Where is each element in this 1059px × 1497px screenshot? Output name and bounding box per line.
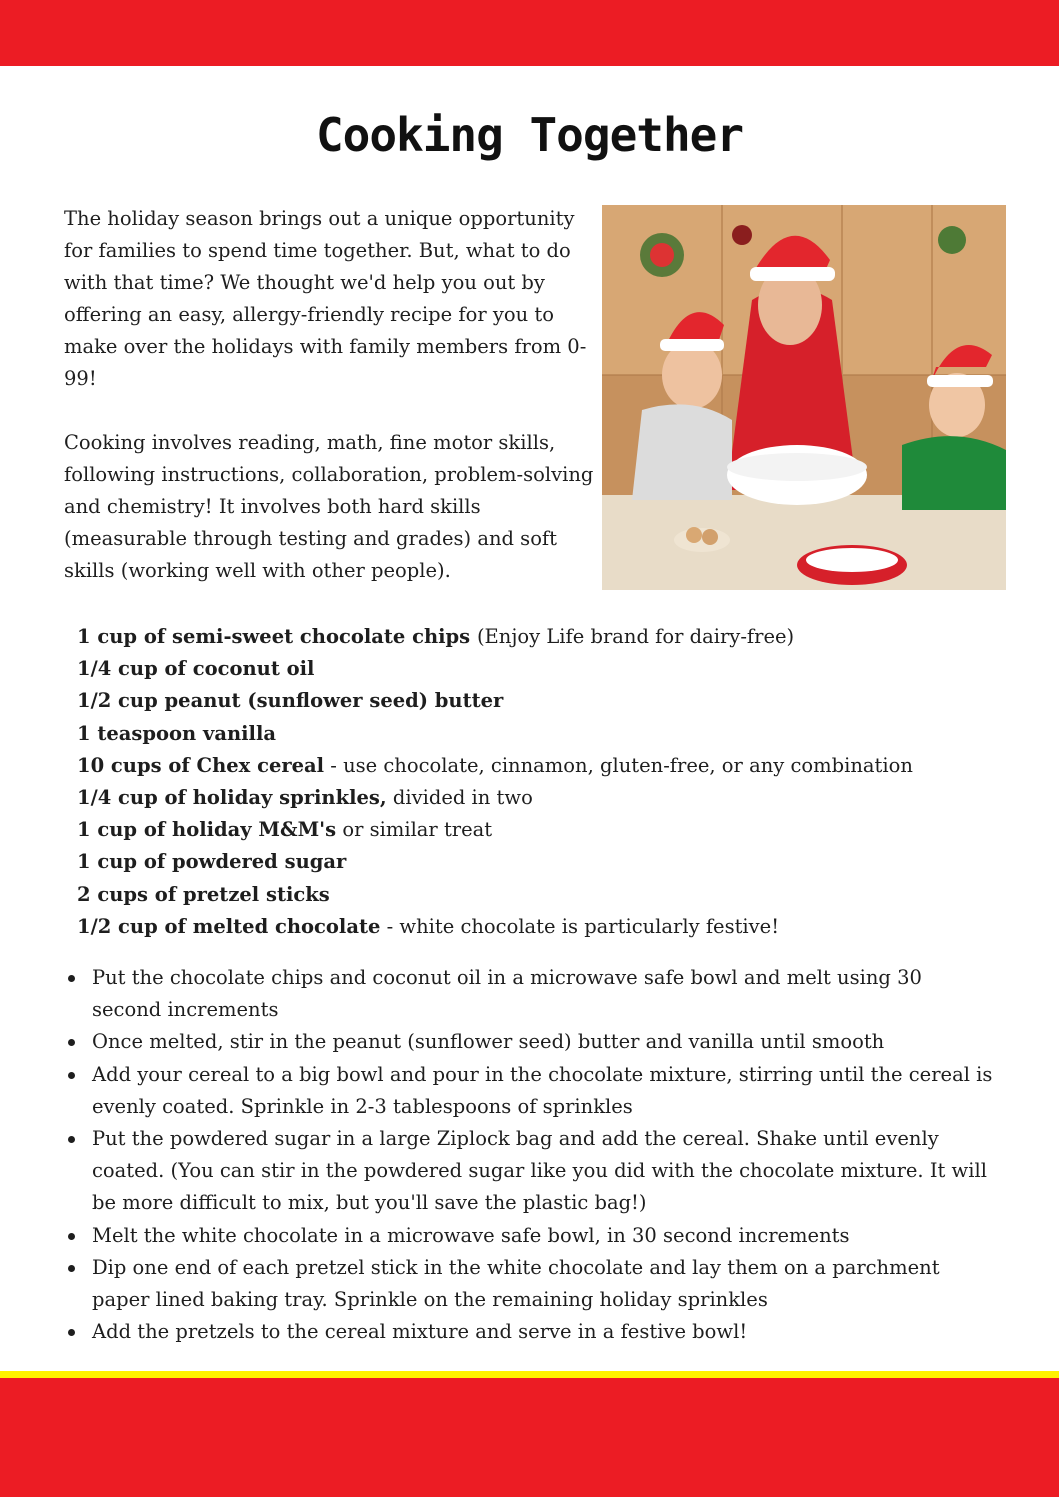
intro-paragraph: The holiday season brings out a unique opportunity for families to spend time together. But, what to do with that time? We thought we'd help you out by offering an easy, allergy-friendly recipe for you to make over the holidays with family members from 0-99!: [64, 207, 587, 390]
top-red-band: [0, 0, 1059, 66]
instruction-list: [64, 962, 994, 1348]
ingredient-name: 1 teaspoon vanilla: [77, 721, 276, 745]
ingredient-name: 1/2 cup of melted chocolate: [77, 914, 381, 938]
intro-paragraph: Cooking involves reading, math, fine motor skills, following instructions, collaboration, problem-solving and chemistry! It involves both hard skills (measurable through testing and grades) and soft skills (working well with other people).: [64, 431, 594, 582]
instruction-step: Put the powdered sugar in a large Ziplock bag and add the cereal. Shake until evenly coated. (You can stir in the powdered sugar like you did with the chocolate mixture. It will be more difficult to mix, but you'll save the plastic bag!): [64, 1123, 994, 1220]
ingredient-note: - use chocolate, cinnamon, gluten-free, or any combination: [324, 753, 913, 777]
family-baking-photo: [602, 205, 1006, 590]
ingredient-name: 1/2 cup peanut (sunflower seed) butter: [77, 689, 504, 713]
ingredient-item: [77, 814, 1017, 846]
ingredient-name: 1 cup of semi-sweet chocolate chips: [77, 625, 477, 648]
ingredient-item: [77, 911, 1017, 943]
ingredient-note: or similar treat: [336, 818, 493, 842]
instruction-step: Put the chocolate chips and coconut oil in a microwave safe bowl and melt using 30 second increments: [64, 962, 994, 1026]
ingredient-item: [77, 879, 1017, 911]
ingredient-item: [77, 750, 1017, 782]
ingredient-note: (Enjoy Life brand for dairy-free): [476, 625, 795, 648]
instruction-step: Add your cereal to a big bowl and pour in the chocolate mixture, stirring until the cereal is evenly coated. Sprinkle in 2-3 tablespoons of sprinkles: [64, 1059, 994, 1123]
instruction-step: Dip one end of each pretzel stick in the white chocolate and lay them on a parchment paper lined baking tray. Sprinkle on the remaining holiday sprinkles: [64, 1252, 994, 1316]
ingredient-name: 1 cup of holiday M&M's: [77, 818, 337, 842]
page-title: Cooking Together: [315, 108, 744, 162]
ingredient-name: 1/4 cup of coconut oil: [77, 657, 315, 681]
ingredient-note: - white chocolate is particularly festive!: [380, 914, 780, 938]
ingredient-name: 10 cups of Chex cereal: [77, 753, 325, 777]
ingredient-name: 1 cup of powdered sugar: [77, 850, 347, 874]
ingredient-item: [77, 653, 1017, 685]
instruction-step: Add the pretzels to the cereal mixture and serve in a festive bowl!: [64, 1316, 994, 1348]
ingredient-item: [77, 718, 1017, 750]
ingredient-list: [77, 621, 1017, 943]
ingredient-item: [77, 782, 1017, 814]
ingredient-item: [77, 621, 1017, 653]
intro-text: [64, 203, 594, 619]
bottom-red-band: [0, 1371, 1059, 1497]
ingredient-name: 1/4 cup of holiday sprinkles,: [77, 786, 387, 810]
ingredient-note: divided in two: [386, 786, 533, 810]
ingredient-item: [77, 846, 1017, 878]
instruction-step: Once melted, stir in the peanut (sunflower seed) butter and vanilla until smooth: [64, 1026, 994, 1058]
gold-accent-line: [0, 1371, 1059, 1378]
instruction-step: Melt the white chocolate in a microwave safe bowl, in 30 second increments: [64, 1220, 994, 1252]
ingredient-item: [77, 685, 1017, 717]
ingredient-name: 2 cups of pretzel sticks: [77, 882, 330, 906]
